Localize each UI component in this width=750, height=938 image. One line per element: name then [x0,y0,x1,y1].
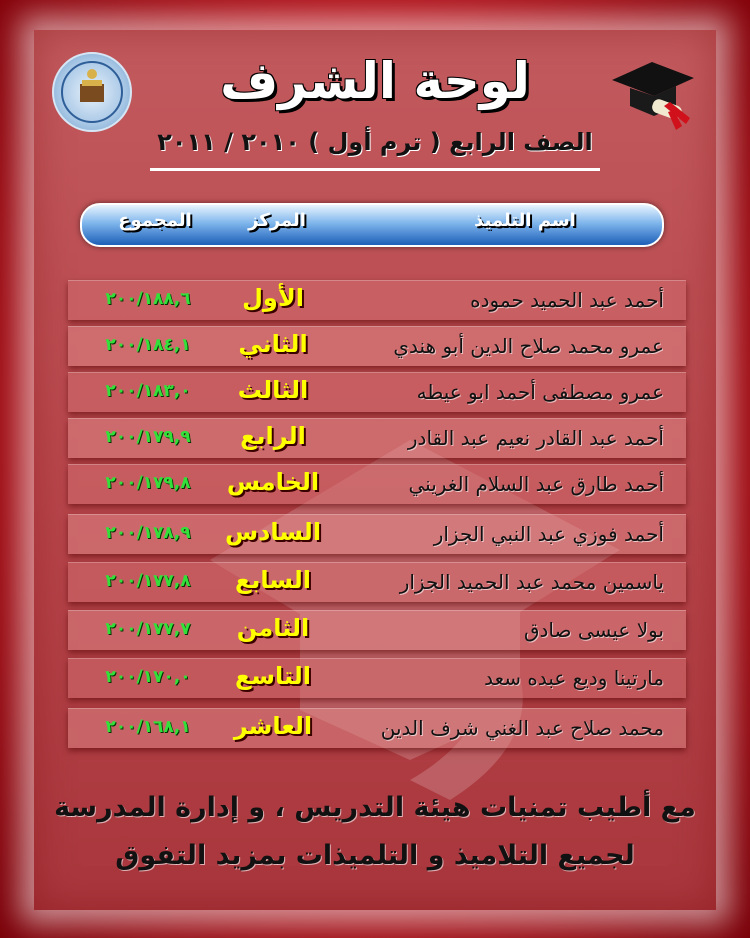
table-row [68,514,686,554]
table-row [68,658,686,698]
header-total: المجموع [118,210,192,231]
student-total: ٢٠٠/١٧٩,٩ [105,427,191,447]
student-total: ٢٠٠/١٧٠,٠ [105,667,191,687]
student-rank: الثاني [238,330,308,358]
student-rank: الخامس [226,468,320,496]
student-rank: الثامن [236,614,310,642]
student-name: أحمد فوزي عبد النبي الجزار [433,522,664,546]
student-total: ٢٠٠/١٧٨,٩ [105,523,191,543]
student-name: أحمد عبد الحميد حموده [470,288,664,312]
footer-wishes-line: مع أطيب تمنيات هيئة التدريس ، و إدارة المدرسة [54,792,696,823]
table-row [68,708,686,748]
table-row [68,562,686,602]
student-name: أحمد عبد القادر نعيم عبد القادر [407,426,664,450]
table-row [68,280,686,320]
student-total: ٢٠٠/١٧٧,٨ [105,571,191,591]
table-row [68,372,686,412]
table-row [68,464,686,504]
student-name: عمرو مصطفى أحمد ابو عيطه [416,380,664,404]
student-name: عمرو محمد صلاح الدين أبو هندي [393,334,664,358]
student-total: ٢٠٠/١٧٧,٧ [105,619,191,639]
student-name: محمد صلاح عبد الغني شرف الدين [380,716,664,740]
student-rank: السابع [234,566,312,594]
student-total: ٢٠٠/١٨٤,١ [105,335,191,355]
header-rank: المركز [248,210,306,231]
header-student-name: اسم التلميذ [474,210,576,231]
table-row [68,418,686,458]
class-term-subtitle: الصف الرابع ( ترم أول ) ٢٠١٠ / ٢٠١١ [157,128,593,156]
divider [150,168,600,171]
footer-success-line: لجميع التلاميذ و التلميذات بمزيد التفوق [115,840,635,871]
student-name: أحمد طارق عبد السلام الغريني [408,472,664,496]
student-name: بولا عيسى صادق [524,618,664,642]
student-total: ٢٠٠/١٦٨,١ [105,717,191,737]
student-total: ٢٠٠/١٨٨,٦ [105,289,191,309]
student-rank: الثالث [237,376,309,404]
student-rank: الأول [242,284,304,312]
page-title: لوحة الشرف [220,52,530,110]
student-rank: العاشر [233,712,313,740]
student-rank: السادس [224,518,322,546]
student-total: ٢٠٠/١٨٣,٠ [105,381,191,401]
table-row [68,326,686,366]
student-name: مارتينا وديع عبده سعد [484,666,664,690]
student-rank: التاسع [234,662,312,690]
student-name: ياسمين محمد عبد الحميد الجزار [399,570,664,594]
table-row [68,610,686,650]
student-rank: الرابع [240,422,306,450]
student-total: ٢٠٠/١٧٩,٨ [105,473,191,493]
